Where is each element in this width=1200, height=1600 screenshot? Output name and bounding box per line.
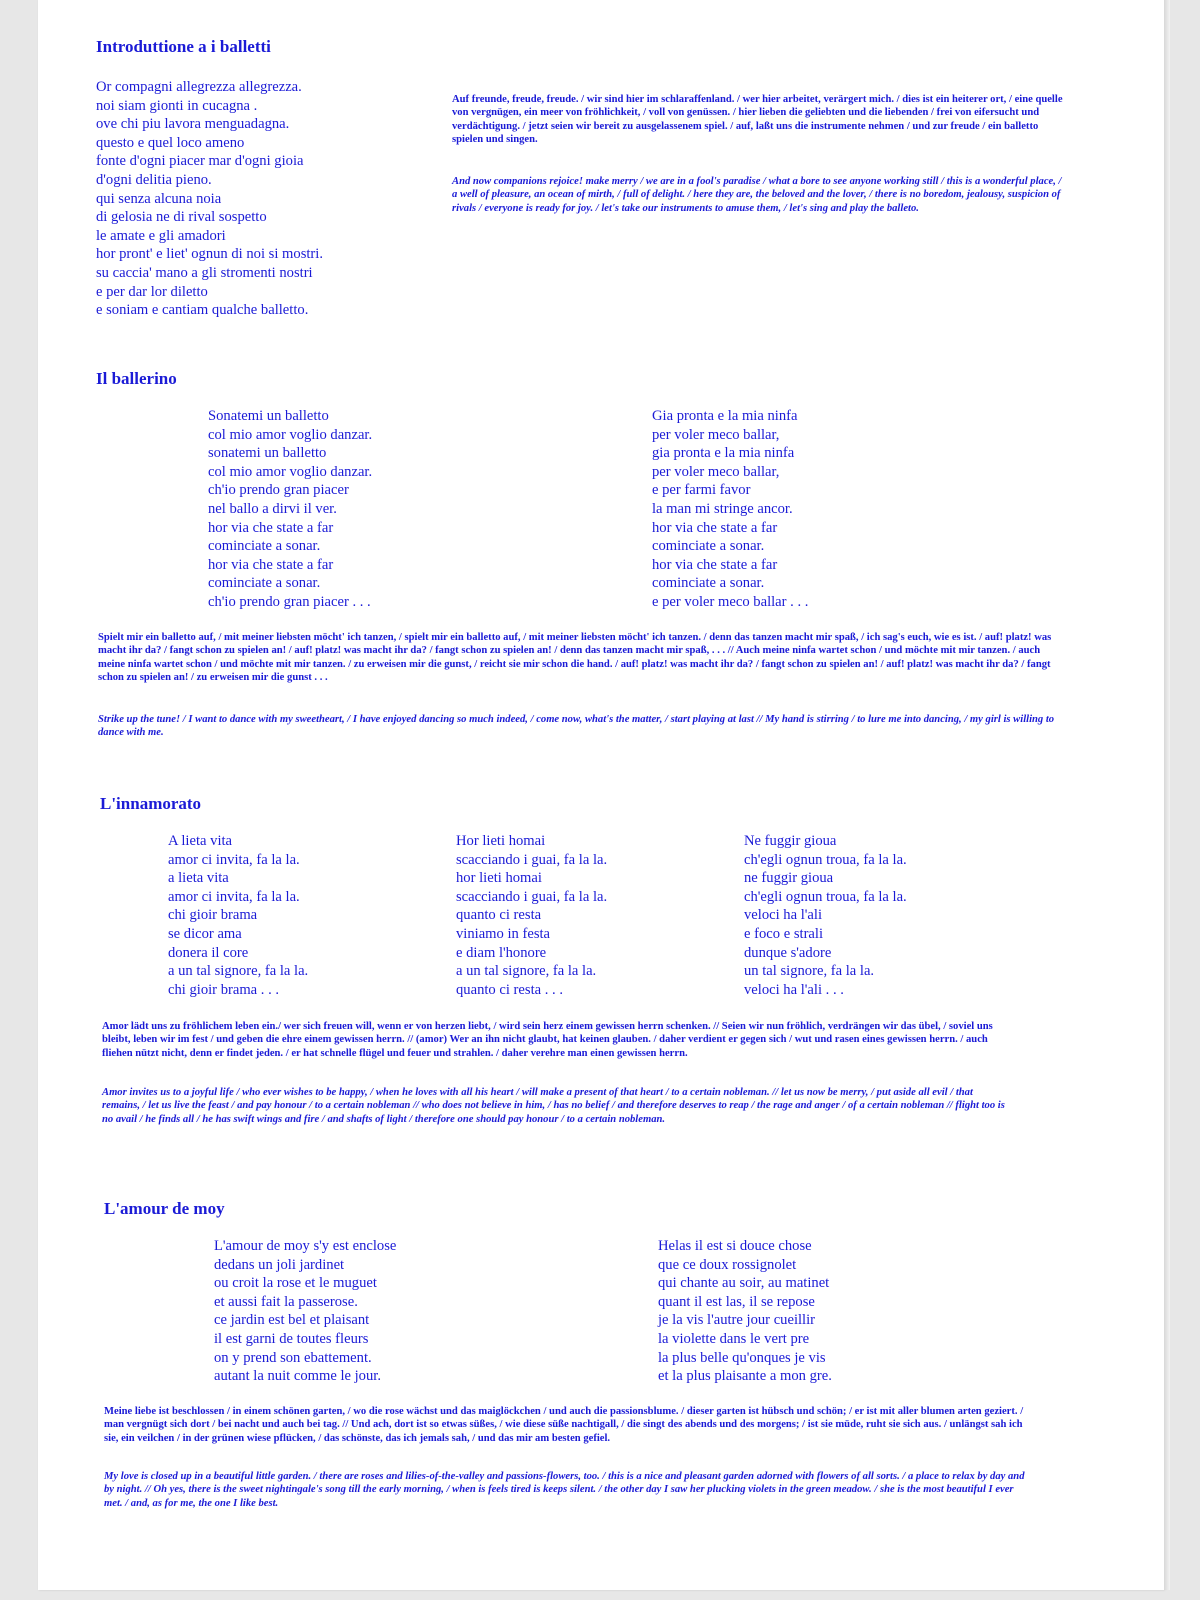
verse-line: quant il est las, il se repose [658,1293,815,1310]
verse-line: e foco e strali [744,925,824,942]
verse-line: d'ogni delitia pieno. [96,171,212,188]
verse-line: chi gioir brama [168,907,258,924]
italian-verse-ballerino-right [652,407,808,612]
verse-line: il est garni de toutes fleurs [214,1330,369,1347]
verse-line: viniamo in festa [456,925,551,942]
verse-line: Ne fuggir gioua [744,833,837,849]
verse-line: A lieta vita [168,833,233,849]
italian-verse-introduttione [96,78,323,320]
page-edge [1164,0,1170,1590]
verse-line: Hor lieti homai [456,833,546,849]
verse-line: qui chante au soir, au matinet [658,1275,830,1292]
italian-verse-innamorato-col3 [744,832,907,999]
verse-line: Helas il est si douce chose [658,1238,812,1254]
verse-line: quanto ci resta . . . [456,981,563,998]
verse-line: ch'io prendo gran piacer . . . [208,593,371,610]
verse-line: veloci ha l'ali [744,907,822,924]
italian-verse-innamorato-col2 [456,832,607,999]
french-verse-amour-right [658,1237,832,1386]
verse-line: hor pront' e liet' ognun di noi si mostri. [96,246,323,263]
verse-line: a lieta vita [168,870,229,887]
english-translation-amour: My love is closed up in a beautiful little garden. / there are roses and lilies-of-the-valley and passions-flowers, too. / this is a nice and pleasant garden adorned with flowers of all sorts. / a place to relax by day and by night. // Oh yes, there is the sweet nightingale's song till the early morning, / when is feels tired is keeps silent. / the other day I saw her plucking violets in the green meadow. / she is the most beautiful I ever met. / and, as for me, the one I like best. [104,1471,1025,1509]
verse-line: nel ballo a dirvi il ver. [208,500,337,517]
verse-line: quanto ci resta [456,907,542,924]
verse-line: cominciate a sonar. [652,538,765,555]
section-title-introduttione: Introduttione a i balletti [96,37,271,56]
verse-line: et aussi fait la passerose. [214,1293,358,1310]
verse-line: ch'io prendo gran piacer [208,482,349,499]
verse-line: gia pronta e la mia ninfa [652,445,795,462]
verse-line: se dicor ama [168,925,242,942]
verse-line: per voler meco ballar, [652,463,780,480]
verse-line: Or compagni allegrezza allegrezza. [96,79,302,95]
verse-line: col mio amor voglio danzar. [208,426,373,443]
french-verse-amour-left [214,1237,396,1386]
verse-line: autant la nuit comme le jour. [214,1368,381,1385]
verse-line: cominciate a sonar. [208,538,321,555]
verse-line: ce jardin est bel et plaisant [214,1312,370,1329]
verse-line: scacciando i guai, fa la la. [456,851,608,868]
english-translation-innamorato: Amor invites us to a joyful life / who ever wishes to be happy, / when he loves with all his heart / will make a present of that heart / to a certain nobleman. // let us now be merry, / put aside all evil / that remains, / let us live the feast / and pay honour / to a certain nobleman // who does not believe in him, / has no belief / and therefore deserves to reap / the rage and anger / of a certain nobleman // flight too is no avail / he finds all / he has swift wings and fire / and shafts of light / therefore one should pay honour / to a certain nobleman. [102,1087,1005,1125]
verse-line: noi siam gionti in cucagna . [96,97,258,114]
section-title-amour-de-moy: L'amour de moy [104,1199,225,1218]
verse-line: sonatemi un balletto [208,445,327,462]
verse-line: je la vis l'autre jour cueillir [658,1312,816,1329]
section-title-innamorato: L'innamorato [100,794,202,813]
verse-line: veloci ha l'ali . . . [744,981,844,998]
verse-line: L'amour de moy s'y est enclose [214,1238,397,1254]
verse-line: ove chi piu lavora menguadagna. [96,116,290,133]
verse-line: col mio amor voglio danzar. [208,463,373,480]
verse-line: Gia pronta e la mia ninfa [652,408,798,424]
verse-line: di gelosia ne di rival sospetto [96,209,267,226]
english-translation-introduttione: And now companions rejoice! make merry / we are in a fool's paradise / what a bore to see anyone working still / this is a wonderful place, / a well of pleasure, an ocean of mirth, / full of delight. / here they are, the beloved and the lover, / there is no boredom, jealousy, suspicion of rivals / everyone is ready for joy. / let's take our instruments to amuse them, / let's sing and play the balleto. [452,176,1062,214]
verse-line: hor via che state a far [652,519,778,536]
verse-line: hor lieti homai [456,870,542,887]
verse-line: hor via che state a far [652,556,778,573]
verse-line: dedans un joli jardinet [214,1256,345,1273]
verse-line: per voler meco ballar, [652,426,780,443]
verse-line: e per voler meco ballar . . . [652,593,809,610]
verse-line: qui senza alcuna noia [96,190,222,207]
verse-line: et la plus plaisante a mon gre. [658,1368,832,1385]
german-translation-ballerino: Spielt mir ein balletto auf, / mit meiner liebsten möcht' ich tanzen, / spielt mir ein balletto auf, / mit meiner liebsten möcht' ich tanzen. / denn das tanzen macht mir spaß, / ich sag's euch, wie es ist. / auf! platz! was macht ihr da? / fangt schon zu spielen an! / auf! platz! was macht ihr da? / fangt schon zu spielen an! / denn das tanzen macht mir spaß, . . . // Auch meine ninfa wartet schon / und möchte mit mir tanzen. / auch meine ninfa wartet schon / und möchte mit mir tanzen. / zu erweisen mir die gunst, / reicht sie mir schon die hand. / auf! platz! was macht ihr da? / fangt schon zu spielen an! / auf! platz! was macht ihr da? / fangt schon zu spielen an! / zu erweisen mir die gunst . . . [98,632,1052,684]
verse-line: e per farmi favor [652,482,751,499]
verse-line: ch'egli ognun troua, fa la la. [744,851,907,868]
verse-line: e per dar lor diletto [96,283,208,300]
english-translation-ballerino: Strike up the tune! / I want to dance with my sweetheart, / I have enjoyed dancing so much indeed, / come now, what's the matter, / start playing at last // My hand is stirring / to lure me into dancing, / my girl is willing to dance with me. [98,714,1055,739]
verse-line: donera il core [168,944,249,961]
german-translation-amour: Meine liebe ist beschlossen / in einem schönen garten, / wo die rose wächst und das maiglöckchen / und auch die passionsblume. / dieser garten ist hübsch und schön; / er ist mit aller blumen arten geziert. / man vergnügt sich dort / bei nacht und auch bei tag. // Und ach, dort ist so etwas süßes, / wie diese süße nachtigall, / die singt des abends und des morgens; / ist sie müde, ruht sie sich aus. / unlängst sah ich sie, ein veilchen / in der grünen wiese pflücken, / das schönste, das ich jemals sah, / und das mir am besten gefiel. [104,1406,1024,1444]
verse-line: la plus belle qu'onques je vis [658,1349,826,1366]
verse-line: questo e quel loco ameno [96,134,245,151]
verse-line: e soniam e cantiam qualche balletto. [96,302,309,319]
verse-line: ou croit la rose et le muguet [214,1275,377,1292]
verse-line: e diam l'honore [456,944,547,961]
verse-line: amor ci invita, fa la la. [168,851,300,868]
booklet-page [38,0,1164,1590]
verse-line: a un tal signore, fa la la. [168,963,309,980]
verse-line: cominciate a sonar. [208,575,321,592]
verse-line: amor ci invita, fa la la. [168,888,300,905]
verse-line: la man mi stringe ancor. [652,500,793,517]
verse-line: cominciate a sonar. [652,575,765,592]
italian-verse-innamorato-col1 [168,832,308,999]
verse-line: on y prend son ebattement. [214,1349,372,1366]
verse-line: scacciando i guai, fa la la. [456,888,608,905]
section-title-ballerino: Il ballerino [96,369,177,388]
verse-line: chi gioir brama . . . [168,981,280,998]
verse-line: hor via che state a far [208,519,334,536]
verse-line: ch'egli ognun troua, fa la la. [744,888,907,905]
verse-line: un tal signore, fa la la. [744,963,875,980]
italian-verse-ballerino-left [208,407,372,612]
verse-line: le amate e gli amadori [96,227,226,244]
verse-line: fonte d'ogni piacer mar d'ogni gioia [96,153,304,170]
verse-line: dunque s'adore [744,944,832,961]
verse-line: Sonatemi un balletto [208,408,329,424]
german-translation-innamorato: Amor lädt uns zu fröhlichem leben ein./ wer sich freuen will, wenn er von herzen liebt, / wird sein herz einem gewissen herrn schenken. // Seien wir nun fröhlich, verdrängen wir das übel, / soviel uns bleibt, leben wir im fest / und geben die ehre einem gewissen herrn. // (amor) Wer an ihn nicht glaubt, hat keinen glauben. / daher verdient er gegen sich / wut und rasen eines gewissen herrn. / auch fliehen nützt nicht, denn er findet jeden. / er hat schnelle flügel und feuer und strahlen. / daher verehre man einen gewissen herrn. [102,1021,993,1059]
verse-line: ne fuggir gioua [744,870,834,887]
verse-line: su caccia' mano a gli stromenti nostri [96,264,313,281]
verse-line: que ce doux rossignolet [658,1256,797,1273]
verse-line: la violette dans le vert pre [658,1330,810,1347]
verse-line: hor via che state a far [208,556,334,573]
verse-line: a un tal signore, fa la la. [456,963,597,980]
german-translation-introduttione: Auf freunde, freude, freude. / wir sind hier im schlaraffenland. / wer hier arbeitet, verärgert mich. / dies ist ein heiterer ort, / eine quelle von vergnügen, ein meer von fröhlichkeit, / voll von genüssen. / hier lieben die geliebten und die liebenden / frei von eifersucht und verdächtigung. / jetzt seien wir bereit zu ausgelassenem spiel. / auf, laßt uns die instrumente nehmen / und zur freude / ein balletto spielen und singen. [452,94,1063,146]
